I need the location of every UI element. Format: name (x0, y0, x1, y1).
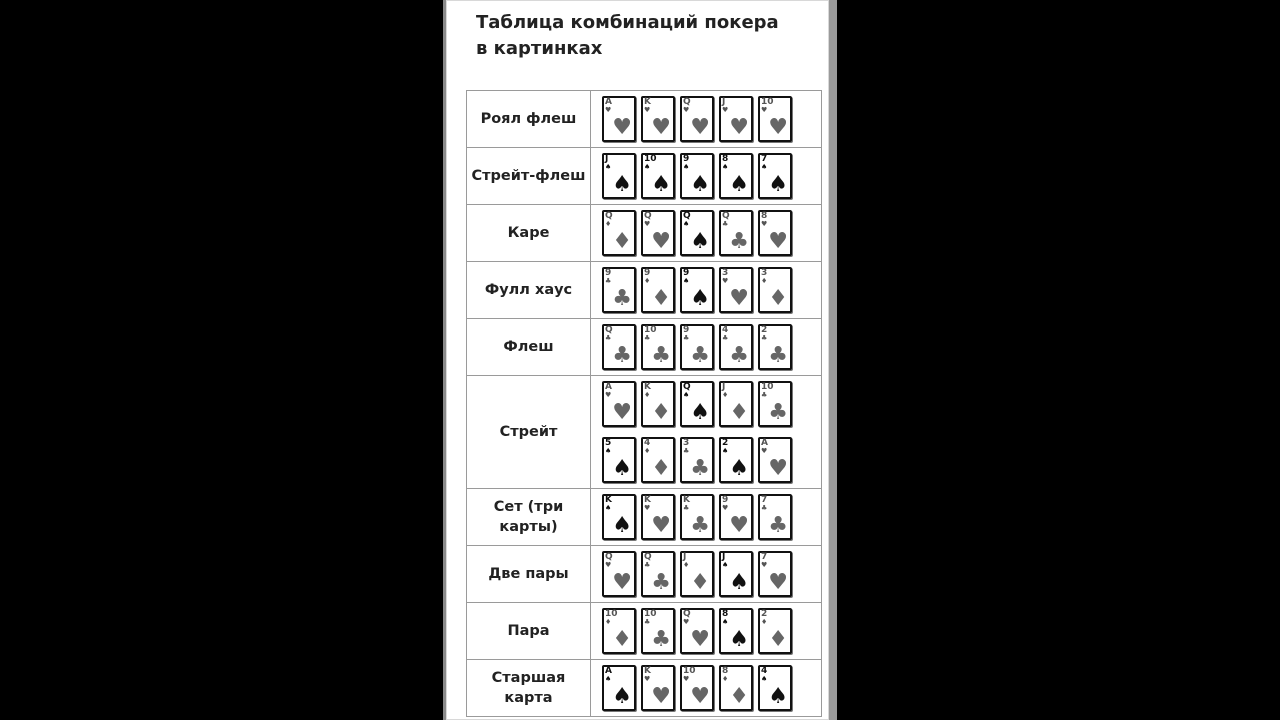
club-icon: ♣ (768, 513, 788, 538)
playing-card (602, 551, 636, 597)
hand-row (467, 262, 822, 319)
playing-card (680, 437, 714, 483)
card-rank: 3 (683, 438, 690, 448)
heart-small-icon: ♥ (761, 561, 768, 569)
spade-small-icon: ♠ (683, 163, 690, 171)
playing-card (719, 437, 753, 483)
spade-icon: ♠ (690, 286, 710, 311)
spade-icon: ♠ (690, 400, 710, 425)
playing-card (758, 381, 792, 427)
card-rank: 4 (722, 325, 729, 335)
card-rank: K (644, 97, 651, 107)
card-rank: A (605, 666, 612, 676)
hand-row (467, 319, 822, 376)
playing-card (719, 96, 753, 142)
heart-icon: ♥ (651, 684, 671, 709)
club-icon: ♣ (612, 343, 632, 368)
playing-card (719, 210, 753, 256)
diamond-icon: ♦ (690, 570, 710, 595)
playing-card (758, 210, 792, 256)
club-small-icon: ♣ (605, 334, 612, 342)
playing-card (719, 153, 753, 199)
heart-icon: ♥ (768, 570, 788, 595)
spade-icon: ♠ (729, 456, 749, 481)
hand-name: Сет (три карты) (467, 489, 591, 546)
card-rank: 7 (761, 495, 768, 505)
playing-card (680, 665, 714, 711)
club-small-icon: ♣ (644, 618, 651, 626)
diamond-small-icon: ♦ (683, 561, 690, 569)
card-rank: 9 (683, 154, 690, 164)
spade-icon: ♠ (612, 684, 632, 709)
heart-small-icon: ♥ (644, 220, 651, 228)
hand-cards (591, 603, 822, 660)
diamond-small-icon: ♦ (644, 277, 651, 285)
card-rank: 10 (644, 609, 657, 619)
card-rank: K (644, 666, 651, 676)
heart-small-icon: ♥ (722, 106, 729, 114)
card-rank: Q (683, 97, 691, 107)
hand-row (467, 205, 822, 262)
hand-name: Пара (467, 603, 591, 660)
heart-icon: ♥ (651, 229, 671, 254)
hand-cards (591, 262, 822, 319)
heart-small-icon: ♥ (644, 504, 651, 512)
heart-small-icon: ♥ (683, 675, 690, 683)
spade-small-icon: ♠ (722, 561, 729, 569)
card-rank: K (605, 495, 612, 505)
card-rank: 2 (761, 325, 768, 335)
card-row (602, 546, 821, 602)
spade-small-icon: ♠ (722, 163, 729, 171)
diamond-icon: ♦ (768, 627, 788, 652)
playing-card (641, 551, 675, 597)
playing-card (719, 267, 753, 313)
hand-name: Стрейт (467, 376, 591, 489)
club-small-icon: ♣ (761, 391, 768, 399)
hand-cards (591, 660, 822, 717)
card-rank: Q (683, 211, 691, 221)
spade-icon: ♠ (768, 172, 788, 197)
playing-card (680, 267, 714, 313)
spade-icon: ♠ (729, 172, 749, 197)
spade-small-icon: ♠ (683, 277, 690, 285)
card-rank: Q (605, 211, 613, 221)
hand-cards (591, 205, 822, 262)
card-rank: 2 (761, 609, 768, 619)
club-small-icon: ♣ (683, 504, 690, 512)
card-rank: 9 (683, 325, 690, 335)
playing-card (602, 324, 636, 370)
hand-name: Старшая карта (467, 660, 591, 717)
page-title: Таблица комбинаций покера в картинках (476, 12, 779, 59)
spade-small-icon: ♠ (605, 675, 612, 683)
playing-card (680, 153, 714, 199)
hand-cards (591, 148, 822, 205)
heart-icon: ♥ (612, 570, 632, 595)
spade-small-icon: ♠ (605, 163, 612, 171)
card-rank: 7 (761, 154, 768, 164)
hand-name: Роял флеш (467, 91, 591, 148)
card-rank: J (722, 97, 726, 107)
card-rank: Q (605, 552, 613, 562)
card-rank: 9 (683, 268, 690, 278)
playing-card (719, 665, 753, 711)
club-icon: ♣ (690, 343, 710, 368)
playing-card (680, 96, 714, 142)
card-rank: 2 (722, 438, 729, 448)
playing-card (602, 381, 636, 427)
playing-card (758, 551, 792, 597)
hand-row (467, 376, 822, 489)
spade-small-icon: ♠ (722, 447, 729, 455)
card-row (602, 205, 821, 261)
playing-card (602, 210, 636, 256)
club-icon: ♣ (729, 229, 749, 254)
card-rank: 8 (761, 211, 768, 221)
heart-icon: ♥ (612, 115, 632, 140)
hand-row (467, 660, 822, 717)
hand-row (467, 91, 822, 148)
heart-small-icon: ♥ (722, 504, 729, 512)
card-row (602, 376, 821, 432)
heart-small-icon: ♥ (722, 277, 729, 285)
hand-name: Две пары (467, 546, 591, 603)
playing-card (719, 324, 753, 370)
card-rank: 4 (761, 666, 768, 676)
card-rank: 8 (722, 666, 729, 676)
spade-icon: ♠ (612, 456, 632, 481)
club-icon: ♣ (651, 570, 671, 595)
heart-icon: ♥ (729, 286, 749, 311)
diamond-small-icon: ♦ (761, 277, 768, 285)
card-rank: A (761, 438, 768, 448)
card-rank: 3 (722, 268, 729, 278)
card-rank: Q (683, 382, 691, 392)
card-rank: 9 (722, 495, 729, 505)
heart-icon: ♥ (768, 115, 788, 140)
card-rank: 10 (761, 97, 774, 107)
hand-name: Фулл хаус (467, 262, 591, 319)
heart-small-icon: ♥ (761, 447, 768, 455)
heart-icon: ♥ (768, 229, 788, 254)
playing-card (719, 608, 753, 654)
diamond-small-icon: ♦ (605, 618, 612, 626)
playing-card (680, 608, 714, 654)
card-rank: 10 (644, 325, 657, 335)
spade-icon: ♠ (690, 229, 710, 254)
club-small-icon: ♣ (683, 334, 690, 342)
diamond-small-icon: ♦ (644, 447, 651, 455)
club-icon: ♣ (651, 343, 671, 368)
club-small-icon: ♣ (683, 447, 690, 455)
playing-card (758, 153, 792, 199)
spade-icon: ♠ (768, 684, 788, 709)
card-rank: 8 (722, 154, 729, 164)
playing-card (680, 210, 714, 256)
club-small-icon: ♣ (761, 504, 768, 512)
card-rank: Q (605, 325, 613, 335)
playing-card (680, 381, 714, 427)
card-row (602, 319, 821, 375)
playing-card (719, 494, 753, 540)
club-small-icon: ♣ (644, 334, 651, 342)
hand-row (467, 603, 822, 660)
hand-cards (591, 546, 822, 603)
club-small-icon: ♣ (605, 277, 612, 285)
heart-small-icon: ♥ (761, 106, 768, 114)
playing-card (641, 665, 675, 711)
diamond-icon: ♦ (612, 627, 632, 652)
club-icon: ♣ (729, 343, 749, 368)
card-rank: 3 (761, 268, 768, 278)
playing-card (758, 96, 792, 142)
hand-cards (591, 319, 822, 376)
playing-card (641, 324, 675, 370)
card-rank: 4 (644, 438, 651, 448)
playing-card (641, 494, 675, 540)
playing-card (641, 96, 675, 142)
spade-small-icon: ♠ (683, 220, 690, 228)
spade-small-icon: ♠ (605, 504, 612, 512)
hand-name: Флеш (467, 319, 591, 376)
playing-card (641, 267, 675, 313)
club-small-icon: ♣ (722, 334, 729, 342)
club-icon: ♣ (690, 513, 710, 538)
diamond-small-icon: ♦ (644, 391, 651, 399)
hand-row (467, 148, 822, 205)
diamond-icon: ♦ (612, 229, 632, 254)
card-rank: Q (683, 609, 691, 619)
club-icon: ♣ (768, 343, 788, 368)
heart-small-icon: ♥ (644, 675, 651, 683)
heart-small-icon: ♥ (683, 618, 690, 626)
card-row (602, 148, 821, 204)
playing-card (680, 551, 714, 597)
card-rank: Q (722, 211, 730, 221)
heart-icon: ♥ (651, 513, 671, 538)
hand-cards (591, 376, 822, 489)
card-rank: 9 (644, 268, 651, 278)
poker-hands-table (466, 90, 822, 717)
card-rank: K (644, 382, 651, 392)
spade-small-icon: ♠ (761, 675, 768, 683)
card-rank: J (605, 154, 609, 164)
club-icon: ♣ (768, 400, 788, 425)
diamond-icon: ♦ (651, 456, 671, 481)
playing-card (719, 551, 753, 597)
card-row (602, 489, 821, 545)
playing-card (680, 494, 714, 540)
card-rank: Q (644, 211, 652, 221)
spade-icon: ♠ (612, 172, 632, 197)
club-small-icon: ♣ (722, 220, 729, 228)
playing-card (641, 210, 675, 256)
spade-icon: ♠ (729, 570, 749, 595)
diamond-small-icon: ♦ (722, 675, 729, 683)
spade-icon: ♠ (690, 172, 710, 197)
playing-card (758, 437, 792, 483)
diamond-small-icon: ♦ (605, 220, 612, 228)
heart-small-icon: ♥ (761, 220, 768, 228)
club-small-icon: ♣ (644, 561, 651, 569)
card-rank: J (722, 382, 726, 392)
playing-card (641, 437, 675, 483)
card-rank: 10 (605, 609, 618, 619)
card-row (602, 660, 821, 716)
diamond-icon: ♦ (651, 286, 671, 311)
diamond-icon: ♦ (651, 400, 671, 425)
diamond-icon: ♦ (768, 286, 788, 311)
club-icon: ♣ (612, 286, 632, 311)
heart-icon: ♥ (690, 684, 710, 709)
heart-icon: ♥ (729, 513, 749, 538)
spade-icon: ♠ (729, 627, 749, 652)
hand-cards (591, 91, 822, 148)
card-rank: A (605, 97, 612, 107)
playing-card (758, 267, 792, 313)
card-rank: A (605, 382, 612, 392)
heart-icon: ♥ (612, 400, 632, 425)
hand-cards (591, 489, 822, 546)
card-rank: Q (644, 552, 652, 562)
card-row (602, 432, 821, 488)
playing-card (641, 608, 675, 654)
playing-card (719, 381, 753, 427)
playing-card (758, 665, 792, 711)
diamond-small-icon: ♦ (761, 618, 768, 626)
spade-icon: ♠ (651, 172, 671, 197)
heart-small-icon: ♥ (644, 106, 651, 114)
spade-small-icon: ♠ (605, 447, 612, 455)
playing-card (758, 608, 792, 654)
hand-name: Стрейт-флеш (467, 148, 591, 205)
club-small-icon: ♣ (761, 334, 768, 342)
playing-card (641, 381, 675, 427)
heart-small-icon: ♥ (605, 561, 612, 569)
card-rank: 10 (761, 382, 774, 392)
spade-icon: ♠ (612, 513, 632, 538)
heart-icon: ♥ (729, 115, 749, 140)
card-rank: 10 (683, 666, 696, 676)
card-rank: K (683, 495, 690, 505)
hand-row (467, 546, 822, 603)
heart-small-icon: ♥ (605, 106, 612, 114)
card-row (602, 262, 821, 318)
diamond-icon: ♦ (729, 684, 749, 709)
playing-card (602, 153, 636, 199)
playing-card (602, 665, 636, 711)
spade-small-icon: ♠ (761, 163, 768, 171)
spade-small-icon: ♠ (644, 163, 651, 171)
card-row (602, 91, 821, 147)
card-rank: 10 (644, 154, 657, 164)
heart-small-icon: ♥ (683, 106, 690, 114)
heart-icon: ♥ (690, 115, 710, 140)
hand-row (467, 489, 822, 546)
spade-small-icon: ♠ (683, 391, 690, 399)
club-icon: ♣ (651, 627, 671, 652)
diamond-icon: ♦ (729, 400, 749, 425)
heart-small-icon: ♥ (605, 391, 612, 399)
hand-name: Каре (467, 205, 591, 262)
heart-icon: ♥ (768, 456, 788, 481)
card-rank: 5 (605, 438, 612, 448)
playing-card (641, 153, 675, 199)
club-icon: ♣ (690, 456, 710, 481)
playing-card (602, 437, 636, 483)
playing-card (602, 96, 636, 142)
card-rank: 8 (722, 609, 729, 619)
card-rank: 9 (605, 268, 612, 278)
card-rank: 7 (761, 552, 768, 562)
playing-card (602, 494, 636, 540)
playing-card (602, 267, 636, 313)
playing-card (602, 608, 636, 654)
heart-icon: ♥ (690, 627, 710, 652)
playing-card (758, 324, 792, 370)
poker-hands-panel (443, 0, 837, 720)
playing-card (680, 324, 714, 370)
card-rank: K (644, 495, 651, 505)
playing-card (758, 494, 792, 540)
diamond-small-icon: ♦ (722, 391, 729, 399)
card-rank: J (722, 552, 726, 562)
heart-icon: ♥ (651, 115, 671, 140)
card-rank: J (683, 552, 687, 562)
card-row (602, 603, 821, 659)
spade-small-icon: ♠ (722, 618, 729, 626)
